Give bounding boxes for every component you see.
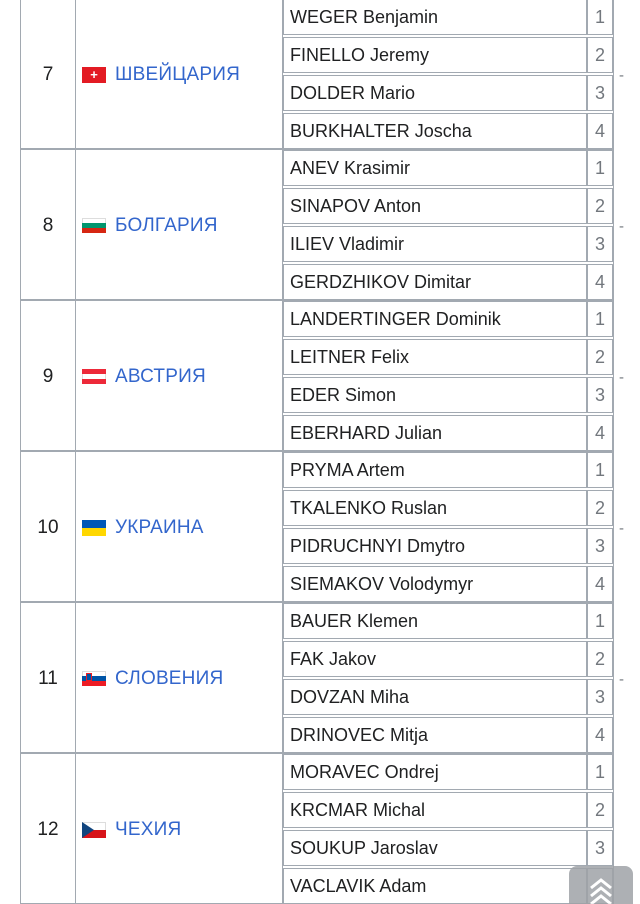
athlete-name: TKALENKO Ruslan [283, 490, 587, 526]
leg-number: 3 [587, 226, 613, 262]
leg-number: 3 [587, 830, 613, 866]
country-name[interactable]: ЧЕХИЯ [115, 818, 182, 840]
leg-number: 2 [587, 339, 613, 375]
leg-number: 4 [587, 566, 613, 602]
athlete-name: LEITNER Felix [283, 339, 587, 375]
scroll-to-top-button[interactable] [569, 866, 633, 904]
country-link[interactable] [82, 62, 240, 88]
athlete-name: FINELLO Jeremy [283, 37, 587, 73]
athlete-name: DOLDER Mario [283, 75, 587, 111]
team-result: - [619, 670, 624, 688]
ukrainian-flag-icon [82, 520, 106, 536]
team-result: - [619, 66, 624, 84]
team-row [0, 754, 640, 904]
athlete-name: SINAPOV Anton [283, 188, 587, 224]
athlete-name: ANEV Krasimir [283, 150, 587, 186]
leg-number: 2 [587, 490, 613, 526]
country-name[interactable]: ШВЕЙЦАРИЯ [115, 63, 240, 85]
athlete-name: DOVZAN Miha [283, 679, 587, 715]
team-row [0, 0, 640, 150]
leg-number: 3 [587, 75, 613, 111]
team-row [0, 452, 640, 603]
leg-number: 3 [587, 528, 613, 564]
athlete-name: SOUKUP Jaroslav [283, 830, 587, 866]
slovenian-flag-icon [82, 671, 106, 687]
team-row [0, 150, 640, 301]
athlete-name: MORAVEC Ondrej [283, 754, 587, 790]
czech-flag-icon [82, 822, 106, 838]
athlete-name: KRCMAR Michal [283, 792, 587, 828]
country-name[interactable]: УКРАИНА [115, 516, 204, 538]
team-rank: 12 [37, 818, 59, 840]
team-row [0, 301, 640, 452]
team-result: - [619, 368, 624, 386]
double-chevron-up-icon [569, 866, 633, 904]
team-rank: 11 [38, 667, 58, 689]
leg-number: 4 [587, 415, 613, 451]
country-link[interactable] [82, 364, 206, 390]
leg-number: 1 [587, 0, 613, 35]
team-rank: 10 [37, 516, 59, 538]
leg-number: 1 [587, 754, 613, 790]
leg-number: 2 [587, 792, 613, 828]
team-result: - [619, 519, 624, 537]
team-row [0, 603, 640, 754]
athlete-name: BURKHALTER Joscha [283, 113, 587, 149]
athlete-name: ILIEV Vladimir [283, 226, 587, 262]
athlete-name: WEGER Benjamin [283, 0, 587, 35]
leg-number: 3 [587, 377, 613, 413]
leg-number: 1 [587, 452, 613, 488]
athlete-name: PIDRUCHNYI Dmytro [283, 528, 587, 564]
austrian-flag-icon [82, 369, 106, 385]
athlete-name: VACLAVIK Adam [283, 868, 587, 904]
athlete-name: LANDERTINGER Dominik [283, 301, 587, 337]
athlete-name: EDER Simon [283, 377, 587, 413]
team-rank: 7 [42, 63, 54, 85]
bulgarian-flag-icon [82, 218, 106, 234]
leg-number: 4 [587, 113, 613, 149]
country-link[interactable] [82, 666, 223, 692]
athlete-name: DRINOVEC Mitja [283, 717, 587, 753]
country-link[interactable] [82, 515, 204, 541]
athlete-name: SIEMAKOV Volodymyr [283, 566, 587, 602]
country-name[interactable]: БОЛГАРИЯ [115, 214, 218, 236]
leg-number: 4 [587, 264, 613, 300]
athlete-name: BAUER Klemen [283, 603, 587, 639]
leg-number: 2 [587, 188, 613, 224]
leg-number: 2 [587, 37, 613, 73]
athlete-name: EBERHARD Julian [283, 415, 587, 451]
country-link[interactable] [82, 213, 218, 239]
leg-number: 4 [587, 717, 613, 753]
team-rank: 9 [42, 365, 54, 387]
leg-number: 1 [587, 301, 613, 337]
leg-number: 1 [587, 603, 613, 639]
country-name[interactable]: АВСТРИЯ [115, 365, 206, 387]
leg-number: 1 [587, 150, 613, 186]
athlete-name: GERDZHIKOV Dimitar [283, 264, 587, 300]
team-result: - [619, 217, 624, 235]
athlete-name: PRYMA Artem [283, 452, 587, 488]
leg-number: 2 [587, 641, 613, 677]
swiss-flag-icon: + [82, 67, 106, 83]
country-name[interactable]: СЛОВЕНИЯ [115, 667, 224, 689]
leg-number: 3 [587, 679, 613, 715]
athlete-name: FAK Jakov [283, 641, 587, 677]
country-link[interactable] [82, 817, 181, 843]
team-rank: 8 [42, 214, 54, 236]
